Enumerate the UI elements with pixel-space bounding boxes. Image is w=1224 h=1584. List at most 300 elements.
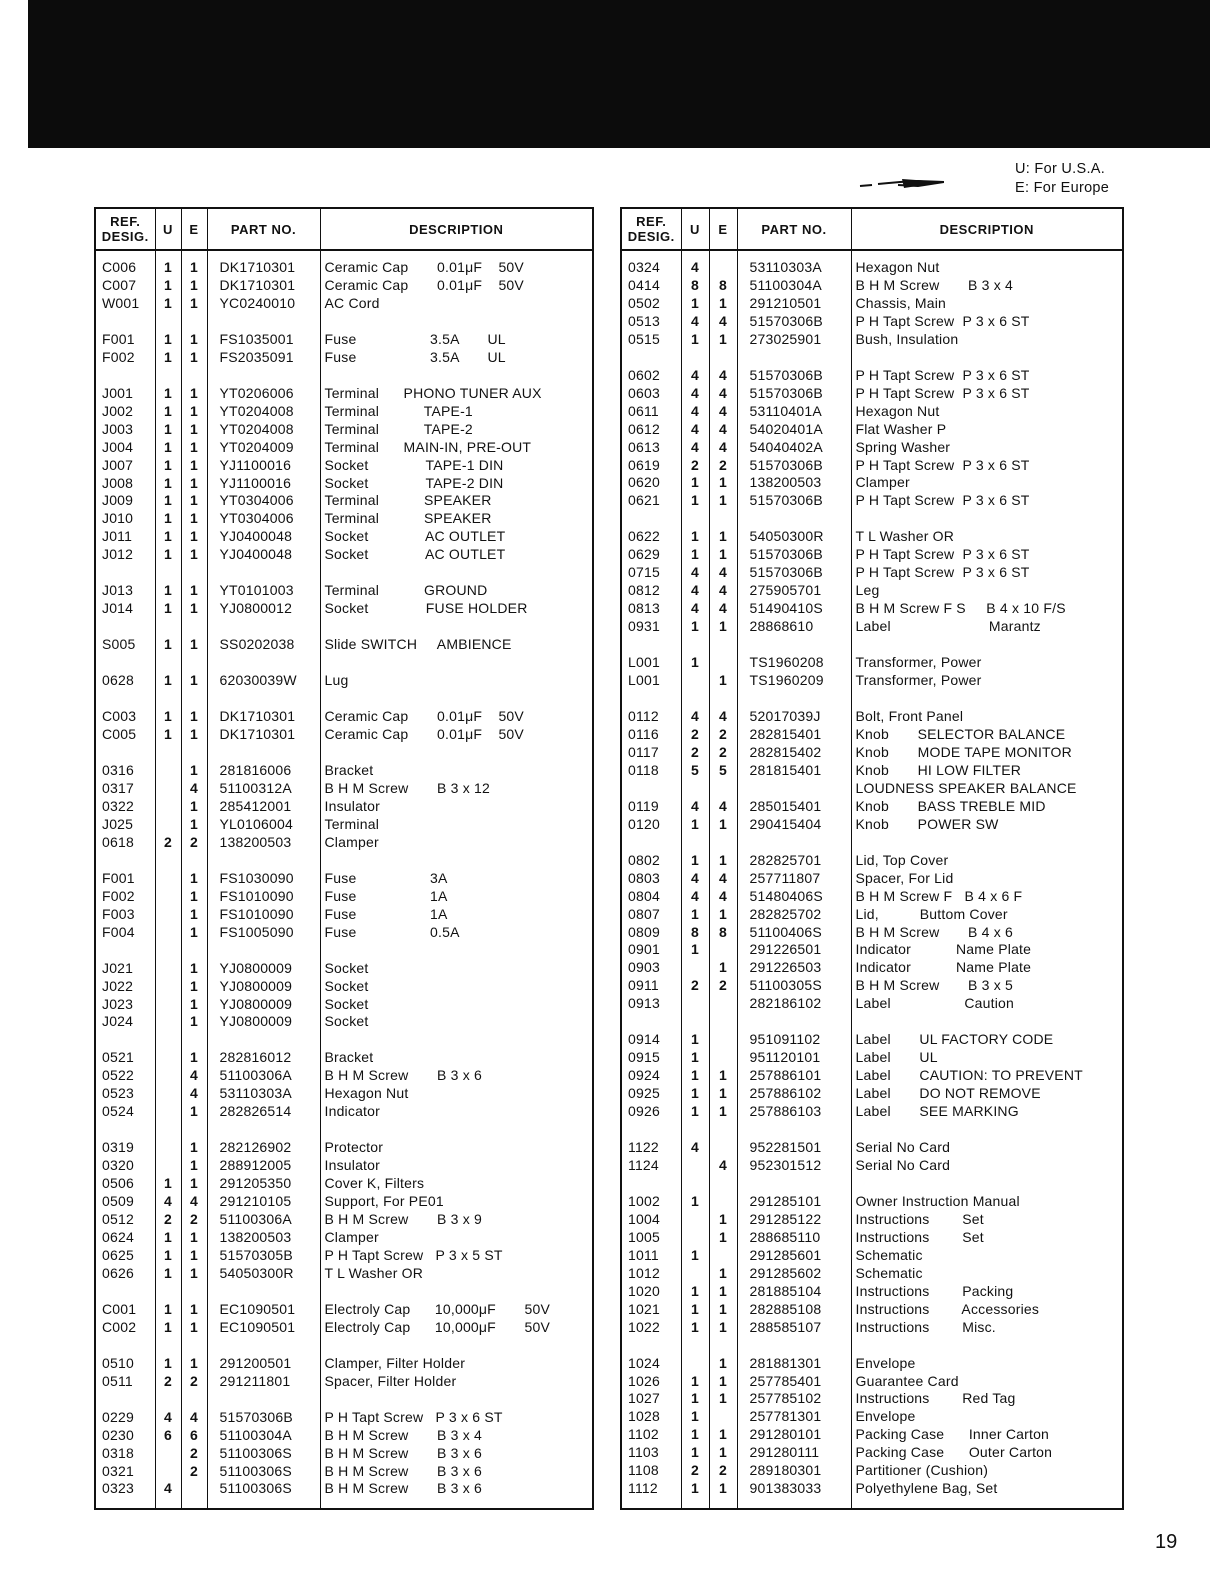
ref-desig-cell: 0112 — [621, 708, 681, 726]
table-row — [95, 528, 593, 546]
part-no-cell: 51570306B — [737, 385, 851, 403]
part-no-cell: 54020401A — [737, 421, 851, 439]
ref-desig-cell: J004 — [95, 439, 155, 457]
part-no-cell: YJ0800009 — [207, 978, 320, 996]
part-no-cell: FS1010090 — [207, 906, 320, 924]
description-cell: Ceramic Cap 0.01μF 50V — [320, 250, 593, 277]
part-no-cell: 51570306B — [737, 492, 851, 510]
spacer-cell — [155, 744, 181, 762]
spacer-cell — [155, 313, 181, 331]
spacer-cell — [181, 367, 207, 385]
e-qty-cell: 4 — [181, 1193, 207, 1211]
spacer-cell — [320, 690, 593, 708]
ref-desig-cell: 0118 — [621, 762, 681, 780]
ref-desig-cell: J025 — [95, 816, 155, 834]
description-cell: Serial No Card — [851, 1157, 1123, 1175]
part-no-cell: DK1710301 — [207, 726, 320, 744]
description-cell: Terminal GROUND — [320, 582, 593, 600]
spacer-cell — [95, 690, 155, 708]
part-no-cell: DK1710301 — [207, 250, 320, 277]
u-qty-cell: 4 — [681, 582, 709, 600]
table-row — [95, 1480, 593, 1509]
part-no-cell: 51100306A — [207, 1211, 320, 1229]
spacer-cell — [851, 510, 1123, 528]
u-qty-cell — [681, 1211, 709, 1229]
u-qty-cell — [681, 1355, 709, 1373]
description-cell: Polyethylene Bag, Set — [851, 1480, 1123, 1509]
ref-desig-cell: 0120 — [621, 816, 681, 834]
description-cell: B H M Screw B 3 x 12 — [320, 780, 593, 798]
table-row — [621, 1229, 1123, 1247]
spacer-cell — [207, 618, 320, 636]
description-cell: P H Tapt Screw P 3 x 6 ST — [851, 492, 1123, 510]
description-cell: Terminal SPEAKER — [320, 492, 593, 510]
table-row — [621, 924, 1123, 942]
ref-desig-cell: 1027 — [621, 1390, 681, 1408]
description-cell: P H Tapt Screw P 3 x 6 ST — [851, 564, 1123, 582]
part-no-cell: YT0204008 — [207, 421, 320, 439]
u-qty-cell: 4 — [681, 403, 709, 421]
part-no-cell: 282825702 — [737, 906, 851, 924]
description-cell: Hexagon Nut — [851, 403, 1123, 421]
u-qty-cell: 4 — [681, 421, 709, 439]
e-qty-cell: 4 — [709, 1157, 737, 1175]
ref-desig-cell: 0512 — [95, 1211, 155, 1229]
part-no-cell: 291200501 — [207, 1355, 320, 1373]
u-qty-cell: 1 — [155, 439, 181, 457]
e-qty-cell: 1 — [181, 726, 207, 744]
part-no-cell: 281881301 — [737, 1355, 851, 1373]
table-row — [95, 1103, 593, 1121]
ref-desig-cell: 0621 — [621, 492, 681, 510]
table-row — [621, 1462, 1123, 1480]
part-no-cell: 291280101 — [737, 1426, 851, 1444]
e-qty-cell: 1 — [181, 277, 207, 295]
spacer-cell — [207, 690, 320, 708]
u-qty-cell: 2 — [681, 1462, 709, 1480]
table-row — [95, 1157, 593, 1175]
ref-desig-cell: 0807 — [621, 906, 681, 924]
ref-desig-cell: 0116 — [621, 726, 681, 744]
ref-desig-cell: C006 — [95, 250, 155, 277]
description-cell: Transformer, Power — [851, 672, 1123, 690]
table-row — [621, 977, 1123, 995]
spacer-cell — [95, 313, 155, 331]
table-row — [95, 331, 593, 349]
e-qty-cell: 1 — [181, 403, 207, 421]
part-no-cell: 51570305B — [207, 1247, 320, 1265]
part-no-cell: 282815402 — [737, 744, 851, 762]
e-qty-cell: 1 — [181, 1175, 207, 1193]
table-row — [621, 250, 1123, 277]
table-row — [621, 1103, 1123, 1121]
table-row — [95, 295, 593, 313]
ref-desig-cell: J002 — [95, 403, 155, 421]
part-no-cell: 51100406S — [737, 924, 851, 942]
legend-usa: U: For U.S.A. — [1015, 161, 1106, 177]
table-row — [95, 492, 593, 510]
u-qty-cell: 1 — [155, 1175, 181, 1193]
spacer-row — [95, 1391, 593, 1409]
e-qty-cell: 1 — [709, 1229, 737, 1247]
ref-desig-cell: 0414 — [621, 277, 681, 295]
ref-desig-cell: F002 — [95, 349, 155, 367]
e-qty-cell: 1 — [709, 959, 737, 977]
description-cell: Electroly Cap 10,000μF 50V — [320, 1319, 593, 1337]
part-no-cell: 291280111 — [737, 1444, 851, 1462]
ref-desig-cell: C007 — [95, 277, 155, 295]
description-cell: Envelope — [851, 1355, 1123, 1373]
table-row — [95, 1463, 593, 1481]
e-qty-cell: 4 — [709, 421, 737, 439]
description-cell: Instructions Set — [851, 1211, 1123, 1229]
spacer-cell — [709, 636, 737, 654]
ref-desig-cell: 0603 — [621, 385, 681, 403]
ref-desig-cell: 0117 — [621, 744, 681, 762]
u-qty-cell — [155, 780, 181, 798]
ref-desig-cell: J023 — [95, 996, 155, 1014]
ref-desig-cell: 0813 — [621, 600, 681, 618]
table-row — [95, 906, 593, 924]
description-cell: Clamper — [851, 474, 1123, 492]
part-no-cell: 62030039W — [207, 672, 320, 690]
e-qty-cell: 1 — [709, 1355, 737, 1373]
ref-desig-cell: 1102 — [621, 1426, 681, 1444]
e-qty-cell: 2 — [709, 744, 737, 762]
e-qty-cell: 1 — [709, 474, 737, 492]
description-cell: P H Tapt Screw P 3 x 6 ST — [851, 367, 1123, 385]
e-qty-cell: 1 — [709, 618, 737, 636]
description-cell: Partitioner (Cushion) — [851, 1462, 1123, 1480]
ref-desig-cell: 0317 — [95, 780, 155, 798]
u-qty-cell: 4 — [681, 385, 709, 403]
part-no-cell: 51480406S — [737, 888, 851, 906]
e-qty-cell: 1 — [181, 331, 207, 349]
spacer-cell — [851, 1013, 1123, 1031]
u-qty-cell: 2 — [155, 834, 181, 852]
spacer-cell — [681, 349, 709, 367]
e-qty-cell: 1 — [709, 816, 737, 834]
u-qty-cell: 1 — [681, 1103, 709, 1121]
spacer-cell — [851, 1121, 1123, 1139]
ref-desig-cell: 0502 — [621, 295, 681, 313]
part-no-cell: 53110401A — [737, 403, 851, 421]
part-no-cell: 291211801 — [207, 1373, 320, 1391]
spacer-cell — [95, 1337, 155, 1355]
description-cell: Socket — [320, 996, 593, 1014]
ref-desig-cell: 0510 — [95, 1355, 155, 1373]
table-row — [621, 564, 1123, 582]
table-row — [95, 349, 593, 367]
table-row — [95, 1049, 593, 1067]
part-no-cell: 282815401 — [737, 726, 851, 744]
table-row — [621, 618, 1123, 636]
description-cell: Terminal MAIN-IN, PRE-OUT — [320, 439, 593, 457]
part-no-cell: YJ1100016 — [207, 475, 320, 493]
e-qty-cell: 1 — [181, 996, 207, 1014]
spacer-cell — [207, 744, 320, 762]
spacer-row — [95, 744, 593, 762]
part-no-cell: 257711807 — [737, 870, 851, 888]
spacer-cell — [709, 510, 737, 528]
u-qty-cell: 1 — [155, 546, 181, 564]
part-no-cell: 291285101 — [737, 1193, 851, 1211]
part-no-cell: 285015401 — [737, 798, 851, 816]
spacer-cell — [207, 1121, 320, 1139]
description-cell: Socket — [320, 1013, 593, 1031]
spacer-cell — [181, 564, 207, 582]
u-qty-cell — [155, 996, 181, 1014]
ref-desig-cell: 0318 — [95, 1445, 155, 1463]
table-row — [621, 941, 1123, 959]
spacer-cell — [320, 1391, 593, 1409]
e-qty-cell: 2 — [181, 1373, 207, 1391]
description-cell: Ceramic Cap 0.01μF 50V — [320, 726, 593, 744]
spacer-cell — [207, 942, 320, 960]
e-qty-cell — [709, 1193, 737, 1211]
table-row — [95, 1067, 593, 1085]
spacer-row — [95, 942, 593, 960]
ref-desig-cell: 0925 — [621, 1085, 681, 1103]
ref-desig-cell: 0803 — [621, 870, 681, 888]
table-row — [95, 582, 593, 600]
part-no-cell: YJ0400048 — [207, 546, 320, 564]
table-row — [621, 1049, 1123, 1067]
spacer-cell — [737, 1121, 851, 1139]
description-cell: Label UL FACTORY CODE — [851, 1031, 1123, 1049]
part-no-cell: FS1035001 — [207, 331, 320, 349]
table-row — [621, 528, 1123, 546]
description-cell: P H Tapt Screw P 3 x 6 ST — [851, 546, 1123, 564]
e-qty-cell: 1 — [181, 439, 207, 457]
ref-desig-cell: 0618 — [95, 834, 155, 852]
u-qty-cell — [155, 1445, 181, 1463]
e-qty-cell: 1 — [709, 1265, 737, 1283]
ref-desig-cell: 0924 — [621, 1067, 681, 1085]
e-qty-cell: 1 — [709, 1480, 737, 1509]
spacer-row — [95, 1031, 593, 1049]
spacer-cell — [851, 1337, 1123, 1355]
part-no-cell: 138200503 — [207, 1229, 320, 1247]
u-qty-cell: 1 — [681, 654, 709, 672]
u-qty-cell — [681, 1229, 709, 1247]
u-qty-cell: 1 — [681, 1283, 709, 1301]
ref-desig-cell: 0524 — [95, 1103, 155, 1121]
table-row — [621, 277, 1123, 295]
spacer-cell — [621, 636, 681, 654]
u-qty-cell — [155, 1049, 181, 1067]
part-no-cell: 51570306B — [737, 313, 851, 331]
part-no-cell: YT0204009 — [207, 439, 320, 457]
e-qty-cell: 4 — [709, 313, 737, 331]
table-row — [95, 762, 593, 780]
u-qty-cell — [155, 1103, 181, 1121]
spacer-cell — [737, 834, 851, 852]
part-no-cell: 282816012 — [207, 1049, 320, 1067]
u-qty-cell: 4 — [681, 250, 709, 277]
table-row — [621, 1319, 1123, 1337]
description-cell: Transformer, Power — [851, 654, 1123, 672]
spacer-cell — [320, 564, 593, 582]
spacer-cell — [181, 942, 207, 960]
description-cell: Ceramic Cap 0.01μF 50V — [320, 708, 593, 726]
spacer-cell — [181, 1391, 207, 1409]
e-qty-cell: 2 — [709, 1462, 737, 1480]
spacer-cell — [155, 654, 181, 672]
spacer-row — [621, 690, 1123, 708]
table-row — [621, 672, 1123, 690]
e-qty-cell: 1 — [181, 1013, 207, 1031]
part-no-cell: 51100312A — [207, 780, 320, 798]
description-cell: Serial No Card — [851, 1139, 1123, 1157]
part-no-cell: 51100306A — [207, 1067, 320, 1085]
spacer-cell — [95, 1283, 155, 1301]
u-qty-cell: 1 — [155, 1265, 181, 1283]
ref-desig-cell: 0612 — [621, 421, 681, 439]
u-qty-cell — [155, 1463, 181, 1481]
spacer-cell — [95, 1391, 155, 1409]
spacer-cell — [851, 349, 1123, 367]
table-row — [95, 672, 593, 690]
ref-desig-cell: L001 — [621, 672, 681, 690]
spacer-cell — [681, 1013, 709, 1031]
part-no-cell: 275905701 — [737, 582, 851, 600]
ref-desig-cell: 1112 — [621, 1480, 681, 1509]
u-qty-cell: 1 — [155, 1319, 181, 1337]
e-qty-cell: 1 — [181, 457, 207, 475]
e-qty-cell: 1 — [181, 708, 207, 726]
table-row — [621, 798, 1123, 816]
spacer-cell — [709, 1337, 737, 1355]
description-cell: Indicator Name Plate — [851, 959, 1123, 977]
table-row — [95, 816, 593, 834]
e-qty-cell: 1 — [181, 1301, 207, 1319]
u-qty-cell — [155, 906, 181, 924]
description-cell: AC Cord — [320, 295, 593, 313]
u-qty-cell: 4 — [155, 1193, 181, 1211]
spacer-cell — [155, 1283, 181, 1301]
description-cell: Knob BASS TREBLE MID — [851, 798, 1123, 816]
part-no-cell: 257886101 — [737, 1067, 851, 1085]
u-qty-cell: 6 — [155, 1427, 181, 1445]
e-qty-cell: 4 — [181, 1085, 207, 1103]
e-qty-cell: 1 — [181, 1355, 207, 1373]
part-no-cell: YT0101003 — [207, 582, 320, 600]
u-qty-cell — [681, 1265, 709, 1283]
u-qty-cell — [155, 960, 181, 978]
ref-desig-cell: 1004 — [621, 1211, 681, 1229]
table-row — [95, 1211, 593, 1229]
u-qty-cell — [681, 672, 709, 690]
part-no-cell: TS1960209 — [737, 672, 851, 690]
u-qty-cell: 1 — [155, 708, 181, 726]
part-no-cell: 257785102 — [737, 1390, 851, 1408]
spacer-row — [95, 690, 593, 708]
part-no-cell: 54050300R — [737, 528, 851, 546]
spacer-row — [621, 834, 1123, 852]
ref-desig-cell: 0802 — [621, 852, 681, 870]
ref-desig-cell: F004 — [95, 924, 155, 942]
part-no-cell: 28868610 — [737, 618, 851, 636]
spacer-cell — [709, 1013, 737, 1031]
part-no-cell: 54050300R — [207, 1265, 320, 1283]
u-qty-cell: 1 — [155, 349, 181, 367]
part-no-cell: 901383033 — [737, 1480, 851, 1509]
table-row — [95, 888, 593, 906]
e-qty-cell: 1 — [709, 1390, 737, 1408]
spacer-cell — [320, 744, 593, 762]
spacer-cell — [737, 636, 851, 654]
part-no-cell: 289180301 — [737, 1462, 851, 1480]
ref-desig-cell: 1124 — [621, 1157, 681, 1175]
spacer-cell — [95, 564, 155, 582]
spacer-cell — [851, 636, 1123, 654]
u-qty-cell: 1 — [681, 1390, 709, 1408]
table-row — [621, 906, 1123, 924]
table-row — [621, 654, 1123, 672]
description-cell: P H Tapt Screw P 3 x 5 ST — [320, 1247, 593, 1265]
description-cell: Leg — [851, 582, 1123, 600]
u-qty-cell: 2 — [681, 457, 709, 475]
spacer-cell — [851, 834, 1123, 852]
description-cell: Packing Case Outer Carton — [851, 1444, 1123, 1462]
description-cell: Insulator — [320, 798, 593, 816]
u-qty-cell: 1 — [155, 492, 181, 510]
table-row — [95, 726, 593, 744]
ref-desig-cell: C005 — [95, 726, 155, 744]
spacer-cell — [207, 1337, 320, 1355]
part-no-cell: FS1005090 — [207, 924, 320, 942]
e-qty-cell: 1 — [181, 1049, 207, 1067]
part-no-cell: 51570306B — [737, 367, 851, 385]
description-cell: Hexagon Nut — [851, 250, 1123, 277]
arrow-icon — [858, 176, 944, 190]
e-qty-cell: 1 — [709, 1426, 737, 1444]
description-cell: Clamper — [320, 834, 593, 852]
spacer-cell — [621, 1175, 681, 1193]
e-qty-cell: 2 — [709, 457, 737, 475]
table-row — [95, 439, 593, 457]
spacer-row — [621, 1013, 1123, 1031]
description-cell: Instructions Misc. — [851, 1319, 1123, 1337]
description-cell: Bush, Insulation — [851, 331, 1123, 349]
description-cell: Fuse 0.5A — [320, 924, 593, 942]
u-qty-cell: 8 — [681, 277, 709, 295]
u-qty-cell — [155, 870, 181, 888]
part-no-cell: DK1710301 — [207, 277, 320, 295]
spacer-cell — [621, 1337, 681, 1355]
table-row — [95, 1013, 593, 1031]
table-row — [95, 870, 593, 888]
e-qty-cell: 1 — [181, 492, 207, 510]
u-qty-cell: 1 — [681, 492, 709, 510]
u-qty-cell — [681, 780, 709, 798]
e-qty-cell: 1 — [181, 924, 207, 942]
ref-desig-cell: W001 — [95, 295, 155, 313]
u-qty-cell: 1 — [155, 277, 181, 295]
spacer-row — [95, 654, 593, 672]
part-no-cell: 51490410S — [737, 600, 851, 618]
table-row — [95, 960, 593, 978]
table-row — [95, 978, 593, 996]
spacer-cell — [181, 1337, 207, 1355]
description-cell: B H M Screw B 3 x 6 — [320, 1067, 593, 1085]
e-qty-cell: 1 — [181, 349, 207, 367]
ref-desig-cell: 0523 — [95, 1085, 155, 1103]
spacer-cell — [95, 744, 155, 762]
u-qty-cell: 1 — [155, 1247, 181, 1265]
ref-desig-cell: 1026 — [621, 1373, 681, 1391]
